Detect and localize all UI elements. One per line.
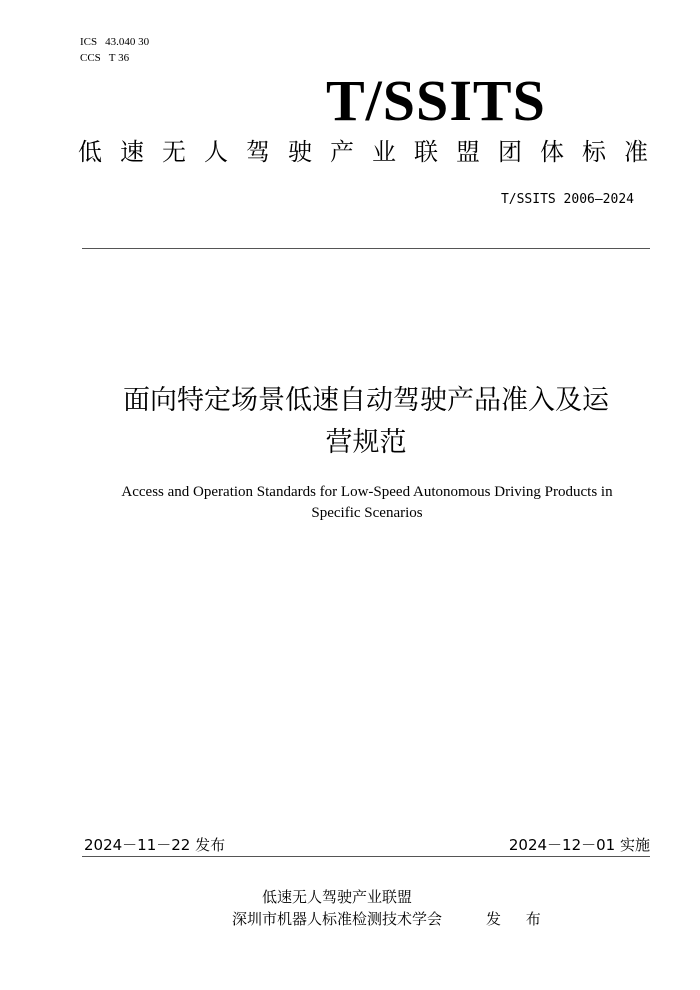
standard-number: T/SSITS 2006—2024 — [500, 192, 634, 207]
ccs-label: CCS — [80, 52, 101, 64]
organization-code: T/SSITS — [326, 68, 546, 133]
org-name-char: 人 — [204, 138, 228, 166]
ics-row — [80, 34, 149, 50]
org-name-char: 体 — [540, 138, 564, 166]
organization-name — [78, 134, 648, 170]
ccs-row — [80, 50, 149, 66]
org-name-char: 驾 — [246, 138, 270, 166]
implementation-date: 2024－12－01 实施 — [508, 836, 650, 854]
english-title — [80, 482, 654, 524]
chinese-title-line-1: 面向特定场景低速自动驾驶产品准入及运 — [123, 385, 609, 416]
issue-date: 2024－11－22 发布 — [84, 836, 226, 854]
chinese-title-line-2: 营规范 — [325, 427, 407, 458]
org-name-char: 标 — [582, 138, 606, 166]
org-name-char: 业 — [372, 138, 396, 166]
org-name-char: 无 — [162, 138, 186, 166]
ics-code: 43.040 30 — [105, 36, 150, 48]
english-title-line-2: Specific Scenarios — [311, 505, 423, 521]
issuer-name-2: 深圳市机器人标准检测技术学会 — [232, 910, 443, 928]
org-name-char: 低 — [78, 138, 102, 166]
org-name-char: 联 — [414, 138, 438, 166]
top-divider — [82, 248, 650, 249]
org-name-char: 盟 — [456, 138, 480, 166]
english-title-line-1: Access and Operation Standards for Low-Speed Autonomous Driving Products in — [121, 484, 613, 500]
org-name-char: 速 — [120, 138, 144, 166]
org-name-char: 准 — [624, 138, 648, 166]
ccs-code: T 36 — [108, 52, 130, 64]
bottom-divider — [82, 856, 650, 857]
chinese-title — [80, 380, 652, 464]
org-name-char: 产 — [330, 138, 354, 166]
org-name-char: 驶 — [288, 138, 312, 166]
classification-codes — [80, 34, 149, 66]
ics-label: ICS — [80, 36, 98, 48]
issue-label: 发 布 — [486, 910, 551, 928]
org-name-char: 团 — [498, 138, 522, 166]
issuer-name-1: 低速无人驾驶产业联盟 — [262, 888, 413, 906]
